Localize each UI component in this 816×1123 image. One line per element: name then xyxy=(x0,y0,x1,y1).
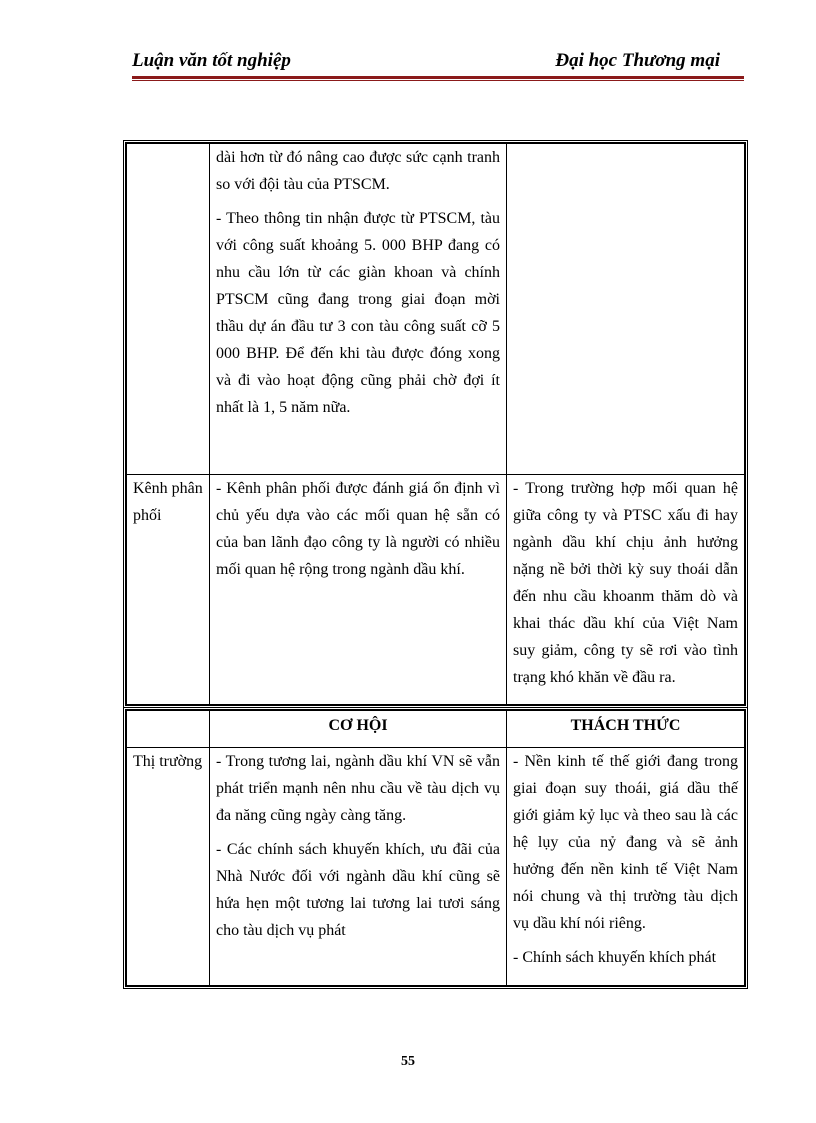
strength-text: - Theo thông tin nhận được từ PTSCM, tàu với công suất khoảng 5. 000 BHP đang có nhu cầu lớn từ các giàn khoan và chính PTSCM cũng đang trong giai đoạn mời thầu dự án đầu tư 3 con tàu công suất cỡ 5 000 BHP. Để đến khi tàu được đóng xong và đi vào hoạt động cũng phải chờ đợi ít nhất là 1, 5 năm nữa. xyxy=(216,210,500,416)
page-header xyxy=(132,50,720,76)
strength-cell xyxy=(210,144,507,475)
weakness-cell xyxy=(507,144,745,475)
page-number: 55 xyxy=(401,1054,415,1069)
table-row xyxy=(127,144,745,475)
header-cell-opportunities: CƠ HỘI xyxy=(210,711,507,748)
header-cell-empty xyxy=(127,711,210,748)
opportunity-text: - Các chính sách khuyến khích, ưu đãi của Nhà Nước đối với ngành dầu khí cũng sẽ hứa hẹn một tương lai tương lai tươi sáng cho tàu dịch vụ phát xyxy=(216,841,500,939)
opportunity-cell xyxy=(210,748,507,986)
threat-cell xyxy=(507,748,745,986)
opportunity-text: - Trong tương lai, ngành dầu khí VN sẽ vẫn phát triển mạnh nên nhu cầu về tàu dịch vụ đa năng cũng ngày càng tăng. xyxy=(216,753,500,824)
threat-text: - Chính sách khuyến khích phát xyxy=(513,949,717,966)
header-thesis-title: Luận văn tốt nghiệp xyxy=(132,50,291,71)
factor-cell: Kênh phân phối xyxy=(127,475,210,705)
factor-cell: Thị trường xyxy=(127,748,210,986)
table-row xyxy=(127,475,745,705)
swot-strengths-weaknesses-table xyxy=(123,140,748,708)
header-cell-threats: THÁCH THỨC xyxy=(507,711,745,748)
strength-cell: - Kênh phân phối được đánh giá ổn định vì chủ yếu dựa vào các mối quan hệ sẵn có của ban lãnh đạo công ty là người có nhiều mối quan hệ rộng trong ngành dầu khí. xyxy=(210,475,507,705)
header-rule-thick xyxy=(132,76,744,79)
threat-text: - Nền kinh tế thế giới đang trong giai đoạn suy thoái, giá dầu thế giới giảm kỷ lục và theo sau là các hệ lụy của nỷ đang và sẽ ảnh hưởng đến nền kinh tế Việt Nam nói chung và thị trường tàu dịch vụ dầu khí nói riêng. xyxy=(513,753,738,932)
header-university: Đại học Thương mại xyxy=(555,50,720,71)
weakness-cell: - Trong trường hợp mối quan hệ giữa công ty và PTSC xấu đi hay ngành dầu khí chịu ảnh hưởng nặng nề bởi thời kỳ suy thoái dẫn đến nhu cầu khoanm thăm dò và khai thác dầu khí của Việt Nam suy giảm, công ty sẽ rơi vào tình trạng khó khăn về đầu ra. xyxy=(507,475,745,705)
swot-opportunities-threats-table xyxy=(123,707,748,989)
table-header-row xyxy=(127,711,745,748)
header-rule-thin xyxy=(132,80,744,81)
table-row xyxy=(127,748,745,986)
factor-cell xyxy=(127,144,210,475)
strength-text: dài hơn từ đó nâng cao được sức cạnh tranh so với đội tàu của PTSCM. xyxy=(216,149,500,193)
